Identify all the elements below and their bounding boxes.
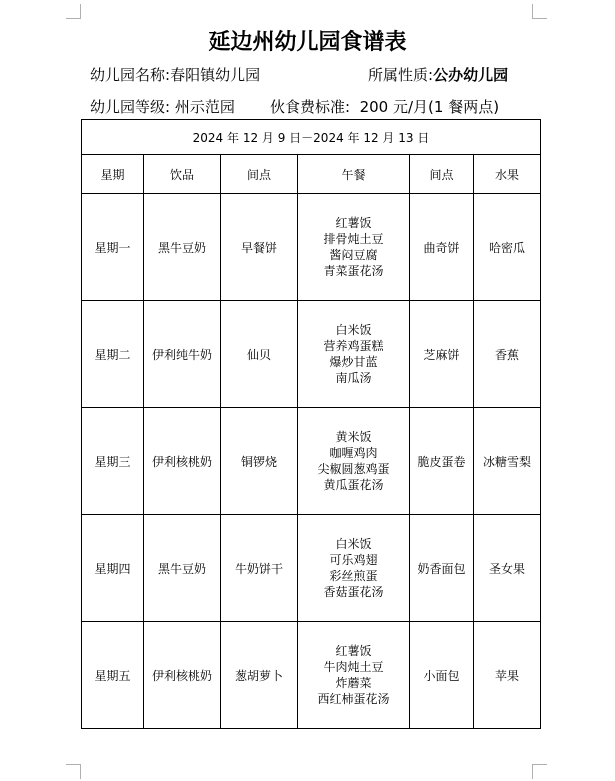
kindergarten-level-value: 州示范园: [170, 98, 235, 116]
header-snack-morning: 间点: [221, 155, 298, 194]
crop-mark-bottom-right: [532, 764, 547, 779]
snack-afternoon-cell: 奶香面包: [410, 515, 474, 622]
weekday-cell: 星期三: [82, 408, 144, 515]
lunch-dish: 青菜蛋花汤: [323, 264, 384, 278]
meal-fee-label: 伙食费标准:: [270, 98, 351, 116]
menu-table: [81, 119, 541, 729]
snack-afternoon-cell: 小面包: [410, 622, 474, 729]
lunch-dish: 酱闷豆腐: [329, 248, 378, 262]
lunch-dish: 南瓜汤: [335, 371, 372, 385]
meal-fee-value: 200 元/月(1 餐两点): [350, 98, 500, 116]
fruit-cell: 圣女果: [474, 515, 541, 622]
snack-afternoon-cell: 脆皮蛋卷: [410, 408, 474, 515]
fruit-cell: 哈密瓜: [474, 194, 541, 301]
weekday-cell: 星期五: [82, 622, 144, 729]
lunch-dish: 白米饭: [335, 537, 372, 551]
lunch-dish: 彩丝煎蛋: [329, 569, 378, 583]
drink-cell: 伊利纯牛奶: [144, 301, 221, 408]
drink-cell: 黑牛豆奶: [144, 515, 221, 622]
drink-cell: 伊利核桃奶: [144, 622, 221, 729]
crop-mark-bottom-left: [66, 764, 81, 779]
lunch-dish: 黄瓜蛋花汤: [323, 478, 384, 492]
drink-cell: 伊利核桃奶: [144, 408, 221, 515]
fruit-cell: 苹果: [474, 622, 541, 729]
snack-morning-cell: 葱胡萝卜: [221, 622, 298, 729]
snack-morning-cell: 仙贝: [221, 301, 298, 408]
kindergarten-name-value: 春阳镇幼儿园: [170, 66, 261, 84]
lunch-dish: 香菇蛋花汤: [323, 585, 384, 599]
lunch-dish: 黄米饭: [335, 430, 372, 444]
snack-morning-cell: 铜锣烧: [221, 408, 298, 515]
kindergarten-nature-label: 所属性质:: [368, 66, 434, 84]
weekday-cell: 星期二: [82, 301, 144, 408]
table-row: [82, 408, 541, 515]
lunch-cell: [298, 301, 410, 408]
lunch-dish: 红薯饭: [335, 644, 372, 658]
table-row: [82, 194, 541, 301]
header-row: [82, 155, 541, 194]
date-row: [82, 120, 541, 155]
fruit-cell: 冰糖雪梨: [474, 408, 541, 515]
kindergarten-level: [90, 96, 235, 117]
table-row: [82, 622, 541, 729]
snack-morning-cell: 早餐饼: [221, 194, 298, 301]
kindergarten-name: [90, 64, 260, 85]
snack-afternoon-cell: 曲奇饼: [410, 194, 474, 301]
weekday-cell: 星期一: [82, 194, 144, 301]
drink-cell: 黑牛豆奶: [144, 194, 221, 301]
kindergarten-nature: [368, 64, 508, 85]
table-row: [82, 301, 541, 408]
header-snack-afternoon: 间点: [410, 155, 474, 194]
lunch-dish: 西红柿蛋花汤: [317, 692, 390, 706]
crop-mark-top-left: [66, 4, 81, 19]
page-title: 延边州幼儿园食谱表: [208, 29, 407, 55]
lunch-dish: 可乐鸡翅: [329, 553, 378, 567]
header-drink: 饮品: [144, 155, 221, 194]
header-weekday: 星期: [82, 155, 144, 194]
kindergarten-nature-value: 公办幼儿园: [433, 66, 509, 84]
lunch-cell: [298, 515, 410, 622]
lunch-dish: 牛肉炖土豆: [323, 660, 384, 674]
lunch-cell: [298, 194, 410, 301]
lunch-dish: 排骨炖土豆: [323, 232, 384, 246]
snack-afternoon-cell: 芝麻饼: [410, 301, 474, 408]
fruit-cell: 香蕉: [474, 301, 541, 408]
lunch-dish: 咖喱鸡肉: [329, 446, 378, 460]
meal-fee: [270, 96, 499, 117]
weekday-cell: 星期四: [82, 515, 144, 622]
crop-mark-top-right: [532, 4, 547, 19]
lunch-cell: [298, 622, 410, 729]
lunch-dish: 营养鸡蛋糕: [323, 339, 384, 353]
header-fruit: 水果: [474, 155, 541, 194]
date-range: 2024 年 12 月 9 日－2024 年 12 月 13 日: [82, 120, 541, 155]
lunch-dish: 白米饭: [335, 323, 372, 337]
snack-morning-cell: 牛奶饼干: [221, 515, 298, 622]
header-lunch: 午餐: [298, 155, 410, 194]
lunch-dish: 爆炒甘蓝: [329, 355, 378, 369]
lunch-dish: 炸蘑菜: [335, 676, 372, 690]
kindergarten-level-label: 幼儿园等级:: [90, 98, 171, 116]
kindergarten-name-label: 幼儿园名称:: [90, 66, 171, 84]
lunch-dish: 红薯饭: [335, 216, 372, 230]
table-row: [82, 515, 541, 622]
lunch-dish: 尖椒圆葱鸡蛋: [317, 462, 390, 476]
lunch-cell: [298, 408, 410, 515]
